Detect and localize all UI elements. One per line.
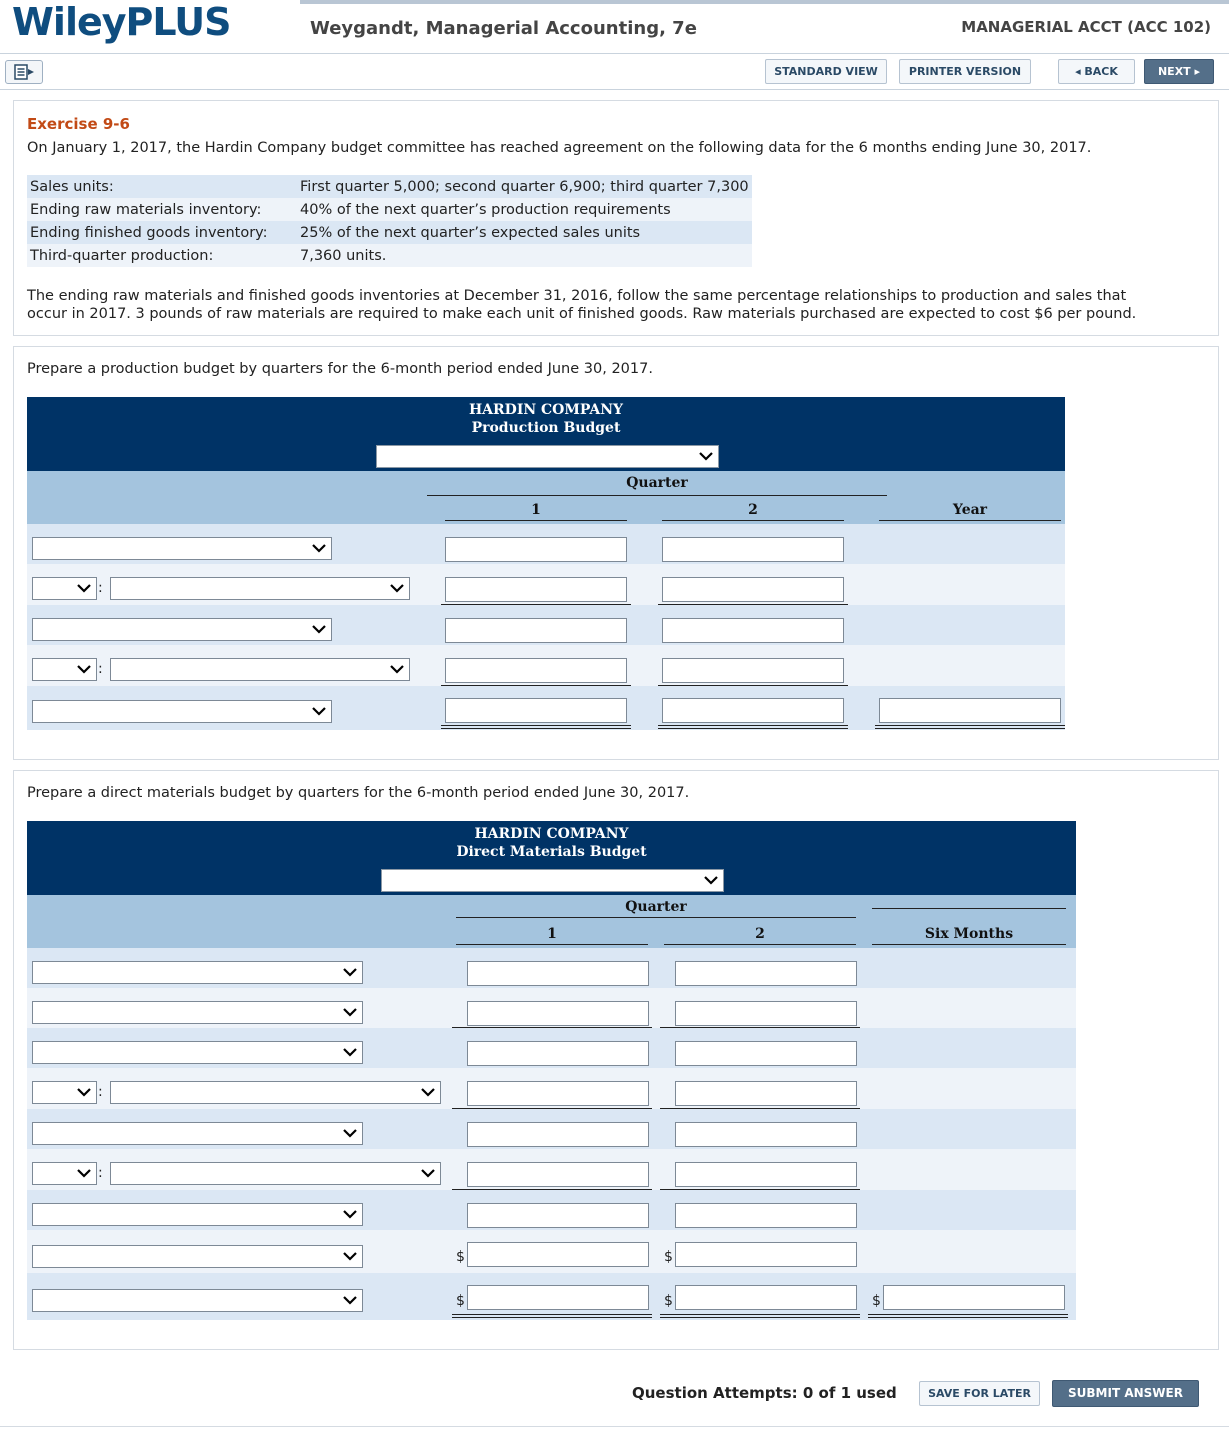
q1-amount-input[interactable]	[467, 1081, 649, 1106]
line-item-dropdown[interactable]	[32, 1041, 363, 1064]
table-row	[27, 1028, 1076, 1068]
chevron-down-icon	[311, 540, 327, 556]
line-item-dropdown[interactable]	[110, 1081, 441, 1104]
currency-symbol: $	[456, 1249, 465, 1265]
materials-header-band	[27, 821, 1076, 895]
budget-name: Direct Materials Budget	[456, 844, 647, 860]
table-row: :	[27, 1068, 1076, 1109]
chevron-down-icon	[342, 1004, 358, 1020]
table-row	[27, 524, 1065, 564]
line-item-dropdown[interactable]	[110, 658, 410, 681]
currency-symbol: $	[664, 1249, 673, 1265]
q1-amount-input[interactable]	[467, 1242, 649, 1267]
table-row	[27, 605, 1065, 645]
period-dropdown[interactable]	[381, 869, 724, 892]
table-row	[27, 1109, 1076, 1149]
chevron-down-icon	[342, 1044, 358, 1060]
table-row: :	[27, 1149, 1076, 1190]
column-q1: 1	[531, 502, 541, 518]
chevron-down-icon	[342, 1248, 358, 1264]
budget-name: Production Budget	[471, 420, 621, 436]
chevron-down-icon	[342, 1292, 358, 1308]
exercise-note-line-2: occur in 2017. 3 pounds of raw materials are required to make each unit of finished goods. Raw materials purchased are expected to cost $6 per pound.	[27, 306, 1137, 322]
sign-dropdown[interactable]	[32, 1081, 97, 1104]
q1-amount-input[interactable]	[445, 577, 627, 602]
quarter-label: Quarter	[626, 475, 688, 491]
table-row	[27, 988, 1076, 1028]
nav-toolbar	[0, 54, 1229, 90]
back-button[interactable]: ◂ BACK	[1058, 59, 1135, 84]
line-item-dropdown[interactable]	[32, 1203, 363, 1226]
q2-amount-input[interactable]	[675, 1162, 857, 1187]
quarter-label: Quarter	[625, 899, 687, 915]
table-row: Ending finished goods inventory: 25% of the next quarter’s expected sales units	[27, 221, 752, 244]
chevron-down-icon	[76, 1084, 92, 1100]
chevron-down-icon	[311, 703, 327, 719]
q2-amount-input[interactable]	[662, 698, 844, 723]
exercise-panel	[13, 100, 1219, 336]
currency-symbol: $	[872, 1293, 881, 1309]
question-attempts: Question Attempts: 0 of 1 used	[632, 1384, 897, 1402]
table-row: :	[27, 564, 1065, 605]
column-year: Year	[952, 502, 988, 518]
q1-amount-input[interactable]	[467, 1041, 649, 1066]
book-title: Weygandt, Managerial Accounting, 7e	[310, 18, 697, 39]
q2-amount-input[interactable]	[675, 1203, 857, 1228]
production-budget-panel	[13, 346, 1219, 760]
q2-amount-input[interactable]	[662, 658, 844, 683]
save-for-later-button[interactable]: SAVE FOR LATER	[919, 1381, 1040, 1406]
next-button[interactable]: NEXT ▸	[1144, 59, 1214, 84]
chevron-down-icon	[76, 580, 92, 596]
table-row	[27, 1230, 1076, 1273]
q1-amount-input[interactable]	[445, 537, 627, 562]
course-name: MANAGERIAL ACCT (ACC 102)	[961, 18, 1211, 36]
table-row	[27, 1273, 1076, 1320]
table-row: Sales units: First quarter 5,000; second quarter 6,900; third quarter 7,300	[27, 175, 752, 198]
line-item-dropdown[interactable]	[32, 1289, 363, 1312]
table-of-contents-icon[interactable]	[5, 60, 43, 84]
chevron-down-icon	[342, 964, 358, 980]
line-item-dropdown[interactable]	[32, 1245, 363, 1268]
production-column-header	[27, 471, 1065, 524]
q2-amount-input[interactable]	[662, 577, 844, 602]
q2-amount-input[interactable]	[662, 537, 844, 562]
chevron-down-icon	[703, 872, 719, 888]
table-row: Ending raw materials inventory: 40% of the next quarter’s production requirements	[27, 198, 752, 221]
table-row: Third-quarter production: 7,360 units.	[27, 244, 752, 267]
column-q2: 2	[748, 502, 758, 518]
table-row	[27, 1190, 1076, 1230]
table-row: :	[27, 645, 1065, 686]
chevron-down-icon	[76, 661, 92, 677]
chevron-down-icon	[389, 661, 405, 677]
sign-dropdown[interactable]	[32, 577, 97, 600]
chevron-down-icon	[420, 1165, 436, 1181]
currency-symbol: $	[664, 1293, 673, 1309]
period-dropdown[interactable]	[376, 445, 719, 468]
materials-prompt: Prepare a direct materials budget by quarters for the 6-month period ended June 30, 2017.	[27, 785, 690, 801]
chevron-down-icon	[342, 1206, 358, 1222]
q1-amount-input[interactable]	[467, 961, 649, 986]
q2-amount-input[interactable]	[675, 1242, 857, 1267]
standard-view-button[interactable]: STANDARD VIEW	[765, 59, 887, 84]
submit-answer-button[interactable]: SUBMIT ANSWER	[1052, 1380, 1199, 1407]
materials-budget-panel	[13, 770, 1219, 1350]
wileyplus-logo[interactable]: WileyPLUS	[12, 0, 231, 44]
production-prompt: Prepare a production budget by quarters for the 6-month period ended June 30, 2017.	[27, 361, 653, 377]
chevron-down-icon	[311, 621, 327, 637]
q1-amount-input[interactable]	[445, 618, 627, 643]
column-q2: 2	[755, 926, 765, 942]
q1-amount-input[interactable]	[467, 1162, 649, 1187]
line-item-dropdown[interactable]	[32, 618, 332, 641]
q2-amount-input[interactable]	[675, 1285, 857, 1310]
column-q1: 1	[547, 926, 557, 942]
given-data-table	[27, 175, 752, 267]
exercise-note-line-1: The ending raw materials and finished goods inventories at December 31, 2016, follow the same percentage relationships to production and sales that	[27, 288, 1127, 304]
q1-amount-input[interactable]	[467, 1285, 649, 1310]
six-months-amount-input[interactable]	[883, 1285, 1065, 1310]
chevron-down-icon	[342, 1125, 358, 1141]
line-item-dropdown[interactable]	[32, 537, 332, 560]
q2-amount-input[interactable]	[675, 961, 857, 986]
currency-symbol: $	[456, 1293, 465, 1309]
footer-divider	[0, 1426, 1229, 1427]
line-item-dropdown[interactable]	[32, 700, 332, 723]
chevron-down-icon	[389, 580, 405, 596]
line-item-dropdown[interactable]	[32, 1001, 363, 1024]
sign-dropdown[interactable]	[32, 1162, 97, 1185]
chevron-down-icon	[420, 1084, 436, 1100]
exercise-title: Exercise 9-6	[27, 115, 130, 133]
q1-amount-input[interactable]	[467, 1001, 649, 1026]
q1-amount-input[interactable]	[445, 658, 627, 683]
q2-amount-input[interactable]	[675, 1081, 857, 1106]
q2-amount-input[interactable]	[675, 1041, 857, 1066]
table-row	[27, 686, 1065, 730]
printer-version-button[interactable]: PRINTER VERSION	[899, 59, 1031, 84]
header-accent-line	[300, 0, 1229, 4]
line-item-dropdown[interactable]	[110, 577, 410, 600]
line-item-dropdown[interactable]	[32, 1122, 363, 1145]
company-name: HARDIN COMPANY	[468, 402, 624, 418]
sign-dropdown[interactable]	[32, 658, 97, 681]
exercise-intro: On January 1, 2017, the Hardin Company budget committee has reached agreement on the following data for the 6 months ending June 30, 2017.	[27, 140, 1092, 156]
chevron-down-icon	[698, 448, 714, 464]
q2-amount-input[interactable]	[675, 1001, 857, 1026]
column-six-months: Six Months	[924, 926, 1014, 942]
production-header-band	[27, 397, 1065, 471]
line-item-dropdown[interactable]	[32, 961, 363, 984]
q2-amount-input[interactable]	[675, 1122, 857, 1147]
q1-amount-input[interactable]	[445, 698, 627, 723]
year-amount-input[interactable]	[879, 698, 1061, 723]
company-name: HARDIN COMPANY	[474, 826, 629, 842]
q1-amount-input[interactable]	[467, 1203, 649, 1228]
chevron-down-icon	[76, 1165, 92, 1181]
table-row	[27, 948, 1076, 988]
materials-column-header	[27, 895, 1076, 948]
q2-amount-input[interactable]	[662, 618, 844, 643]
app-header	[0, 0, 1229, 54]
line-item-dropdown[interactable]	[110, 1162, 441, 1185]
q1-amount-input[interactable]	[467, 1122, 649, 1147]
